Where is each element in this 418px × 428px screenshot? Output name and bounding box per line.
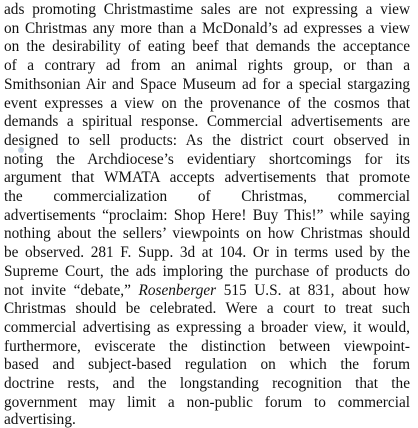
text-line: Smithsonian Air and Space Museum ad for a special stargazing — [4, 75, 410, 93]
text-line: Supreme Court, the ads imploring the purchase of products do — [4, 262, 410, 280]
text-line: the commercialization of Christmas, commercial — [4, 188, 410, 205]
text-line: doctrine rests, and the longstanding recognition that the — [4, 375, 410, 392]
text-segment: not invite “debate,” — [4, 281, 139, 299]
text-line: advertisements “proclaim: Shop Here! Buy This!” while saying — [4, 206, 410, 224]
case-name-italic: Rosenberger — [138, 281, 217, 299]
text-line-with-citation — [4, 281, 410, 301]
text-line: on Christmas any more than a McDonald’s ad expresses a view — [4, 19, 410, 37]
text-line: government may limit a non-public forum to commercial — [4, 393, 410, 411]
text-line: based and subject-based regulation on which the forum — [4, 356, 410, 374]
text-line: Christmas should be celebrated. Were a court to treat such — [4, 300, 410, 318]
text-line: event expresses a view on the provenance of the cosmos that — [4, 94, 410, 112]
text-line: ads promoting Christmastime sales are not expressing a view — [4, 1, 410, 18]
text-line: noting the Archdiocese’s evidentiary shortcomings for its — [4, 150, 410, 168]
text-line: commercial advertising as expressing a broader view, it would, — [4, 318, 410, 336]
text-line: on the desirability of eating beef that demands the acceptance — [4, 38, 410, 56]
text-segment: 515 U.S. at 831, about how — [216, 281, 410, 299]
text-line: be observed. 281 F. Supp. 3d at 104. Or in terms used by the — [4, 244, 410, 262]
document-page — [4, 0, 410, 428]
text-line: nothing about the sellers’ viewpoints on how Christmas should — [4, 225, 410, 243]
text-line: furthermore, eviscerate the distinction between viewpoint- — [4, 337, 410, 355]
text-line: advertising. — [4, 411, 76, 428]
text-line: of a contrary ad from an animal rights group, or than a — [4, 57, 410, 75]
text-line: designed to sell products: As the district court observed in — [4, 131, 410, 149]
text-line: argument that WMATA accepts advertisements that promote — [4, 169, 410, 187]
text-line: demands a spiritual response. Commercial advertisements are — [4, 113, 410, 131]
